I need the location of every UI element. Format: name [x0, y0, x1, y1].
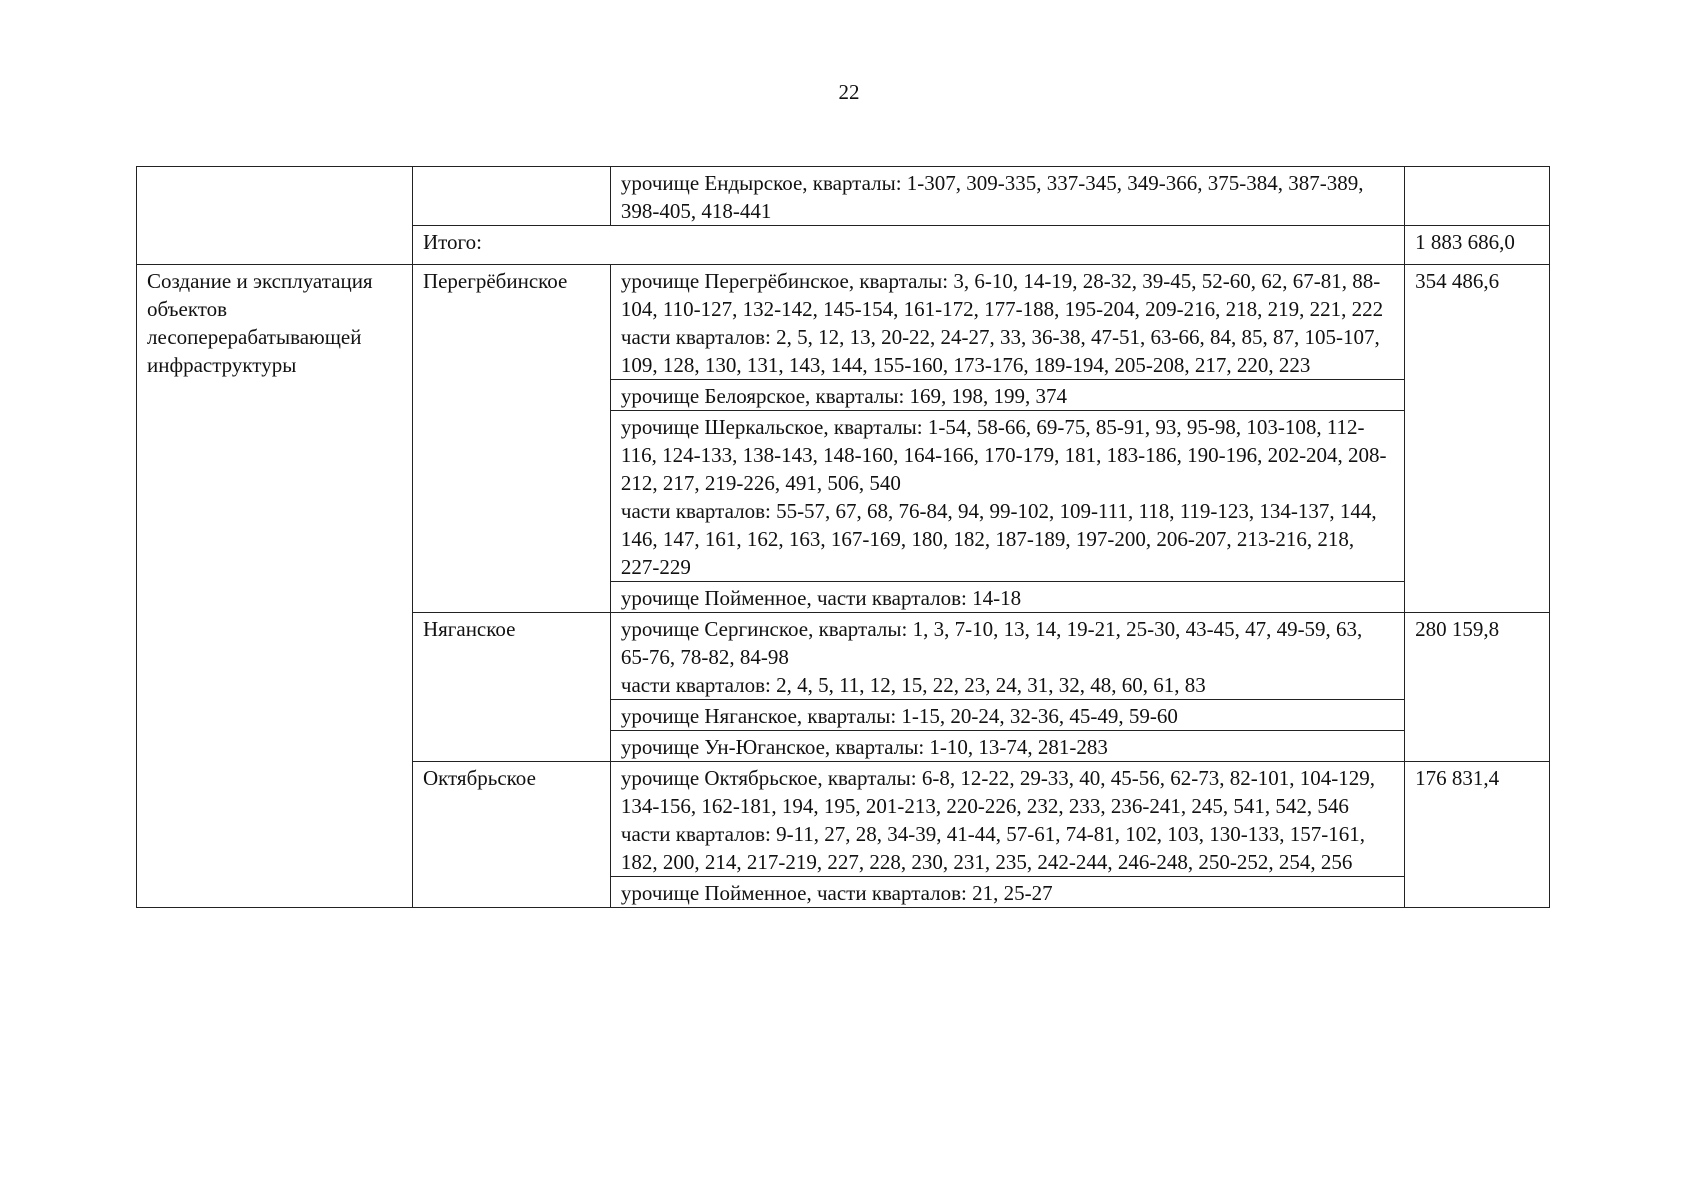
- tract-parts: части кварталов: 2, 4, 5, 11, 12, 15, 22, 23, 24, 31, 32, 48, 60, 61, 83: [620, 673, 1206, 697]
- tract-cell: [610, 167, 1404, 226]
- forestry-area: 280 159,8: [1405, 613, 1550, 762]
- tract-parts: части кварталов: 2, 5, 12, 13, 20-22, 24-27, 33, 36-38, 47-51, 63-66, 84, 85, 87, 105-107, 109, 128, 130, 131, 143, 144, 155-160, 173-176, 189-194, 205-208, 217, 220, 223: [620, 325, 1380, 377]
- tract-cell: [610, 762, 1404, 877]
- tract-main: урочище Сергинское, кварталы: 1, 3, 7-10, 13, 14, 19-21, 25-30, 43-45, 47, 49-59, 63, 65-76, 78-82, 84-98: [620, 617, 1363, 669]
- tract-main: урочище Белоярское, кварталы: 169, 198, 199, 374: [620, 384, 1068, 408]
- tract-parts: части кварталов: 9-11, 27, 28, 34-39, 41-44, 57-61, 74-81, 102, 103, 130-133, 157-161, 182, 200, 214, 217-219, 227, 228, 230, 231, 235, 242-244, 246-248, 250-252, 254, 256: [620, 822, 1365, 874]
- tract-cell: [610, 582, 1404, 613]
- forestry-name: Октябрьское: [412, 762, 610, 908]
- purpose-text: Создание и эксплуатация объектов лесоперерабатывающей инфраструктуры: [147, 269, 373, 377]
- tract-main: урочище Пойменное, части кварталов: 14-18: [620, 586, 1022, 610]
- tract-main: урочище Перегрёбинское, кварталы: 3, 6-10, 14-19, 28-32, 39-45, 52-60, 62, 67-81, 88-104, 110-127, 132-142, 145-154, 161-172, 177-188, 195-204, 209-216, 218, 219, 221, 222: [620, 269, 1384, 321]
- page-number: 22: [838, 80, 860, 104]
- tract-cell: [610, 265, 1404, 380]
- tract-cell: [610, 380, 1404, 411]
- forestry-cell-empty: [412, 167, 610, 226]
- tract-cell: [610, 731, 1404, 762]
- tract-main: урочище Няганское, кварталы: 1-15, 20-24, 32-36, 45-49, 59-60: [620, 704, 1178, 728]
- forest-use-table: [136, 166, 1550, 908]
- table-row: [137, 265, 1550, 380]
- total-value: 1 883 686,0: [1405, 226, 1550, 265]
- tract-main: урочище Шеркальское, кварталы: 1-54, 58-66, 69-75, 85-91, 93, 95-98, 103-108, 112-116, 124-133, 138-143, 148-160, 164-166, 170-179, 181, 183-186, 190-196, 202-204, 208-212, 217, 219-226, 491, 506, 540: [620, 415, 1387, 495]
- forestry-name: Перегрёбинское: [412, 265, 610, 613]
- tract-cell: [610, 877, 1404, 908]
- tract-main: урочище Ун-Юганское, кварталы: 1-10, 13-74, 281-283: [620, 735, 1108, 759]
- forestry-name: Няганское: [412, 613, 610, 762]
- forestry-area: 354 486,6: [1405, 265, 1550, 613]
- table-row: [137, 167, 1550, 226]
- purpose-cell: [137, 265, 413, 908]
- tract-cell: [610, 411, 1404, 582]
- tract-main: урочище Октябрьское, кварталы: 6-8, 12-22, 29-33, 40, 45-56, 62-73, 82-101, 104-129, 134-156, 162-181, 194, 195, 201-213, 220-226, 232, 233, 236-241, 245, 541, 542, 546: [620, 766, 1376, 818]
- tract-text: урочище Ендырское, кварталы: 1-307, 309-335, 337-345, 349-366, 375-384, 387-389, 398-405, 418-441: [620, 171, 1364, 223]
- tract-cell: [610, 700, 1404, 731]
- total-label: Итого:: [412, 226, 1404, 265]
- purpose-cell-empty: [137, 167, 413, 265]
- tract-parts: части кварталов: 55-57, 67, 68, 76-84, 94, 99-102, 109-111, 118, 119-123, 134-137, 144, 146, 147, 161, 162, 163, 167-169, 180, 182, 187-189, 197-200, 206-207, 213-216, 218, 227-229: [620, 499, 1377, 579]
- tract-main: урочище Пойменное, части кварталов: 21, 25-27: [620, 881, 1053, 905]
- area-cell-empty: [1405, 167, 1550, 226]
- tract-cell: [610, 613, 1404, 700]
- forestry-area: 176 831,4: [1405, 762, 1550, 908]
